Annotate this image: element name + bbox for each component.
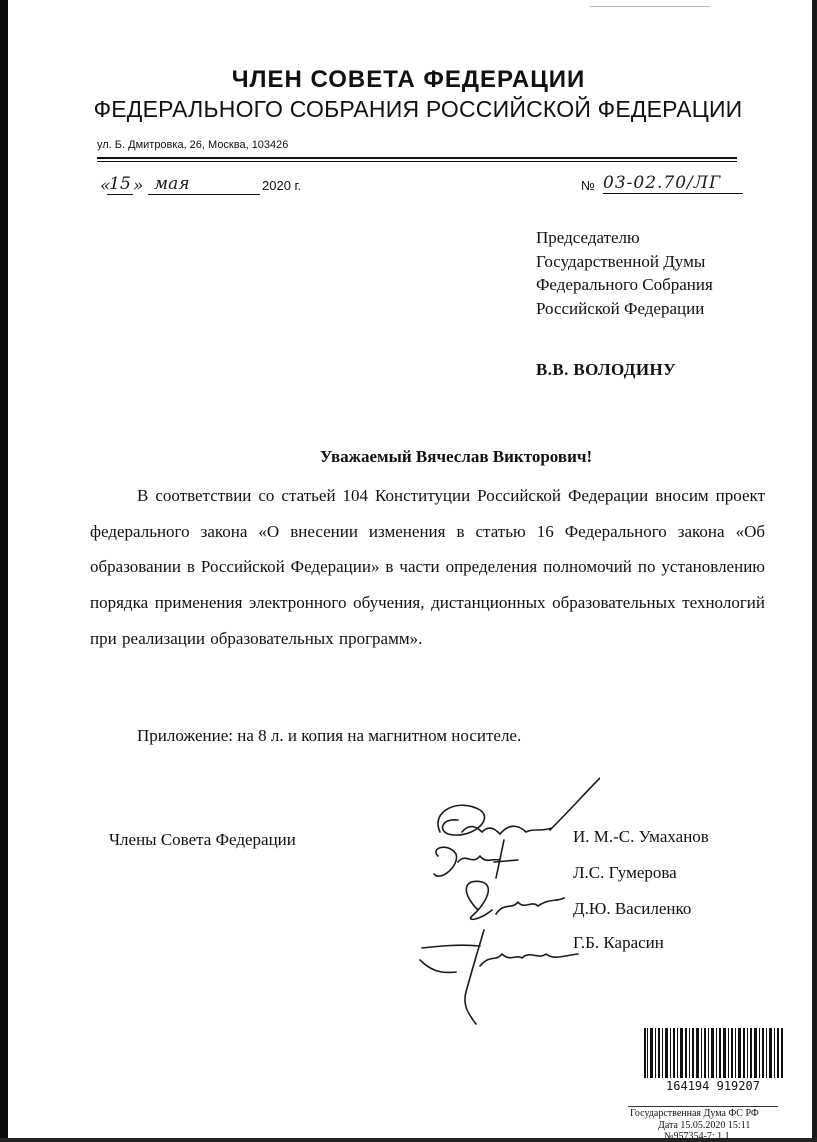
letterhead-subtitle: ФЕДЕРАЛЬНОГО СОБРАНИЯ РОССИЙСКОЙ ФЕДЕРАЦИИ bbox=[93, 96, 743, 122]
stamp-reg-number: №957354-7; 1.1 bbox=[664, 1131, 730, 1142]
signatory-name: Л.С. Гумерова bbox=[573, 863, 677, 882]
letter-body: В соответствии со статьей 104 Конституции Российской Федерации вносим проект федерального закона «О внесении изменения в статью 16 Федерального закона «Об образовании в Российской Федерации» в части определения полномочий по установлению порядка применения электронного обучения, дистанционных образовательных технологий при реализации образовательных программ». bbox=[90, 486, 765, 648]
scan-border-left bbox=[0, 0, 8, 1142]
signatories-label: Члены Совета Федерации bbox=[109, 830, 296, 849]
barcode-number: 164194 919207 bbox=[666, 1079, 760, 1092]
signatory-name: Г.Б. Карасин bbox=[573, 933, 664, 952]
stamp-organization: Государственная Дума ФС РФ bbox=[630, 1108, 759, 1119]
date-close-quote: » bbox=[133, 176, 144, 196]
signatory-name: И. М.-С. Умаханов bbox=[573, 827, 709, 846]
letter-date bbox=[100, 172, 320, 198]
date-day: 15 bbox=[107, 174, 133, 195]
letterhead-rule-thick bbox=[97, 157, 737, 159]
registration-number bbox=[581, 172, 751, 198]
scan-artifact-line bbox=[590, 6, 710, 7]
addressee-line: Председателю bbox=[536, 228, 640, 247]
addressee-line: Российской Федерации bbox=[536, 298, 705, 318]
stamp-divider bbox=[628, 1106, 778, 1107]
registration-number-value: 03-02.70/ЛГ bbox=[603, 173, 743, 194]
addressee-name: В.В. ВОЛОДИНУ bbox=[536, 360, 677, 379]
salutation: Уважаемый Вячеслав Викторович! bbox=[319, 447, 593, 466]
barcode bbox=[642, 1028, 784, 1092]
date-year: 2020 г. bbox=[262, 178, 302, 193]
letterhead-rule-thin bbox=[97, 161, 737, 162]
letterhead-address: ул. Б. Дмитровка, 26, Москва, 103426 bbox=[97, 139, 289, 151]
number-sign: № bbox=[581, 178, 595, 193]
attachment-note: Приложение: на 8 л. и копия на магнитном носителе. bbox=[137, 726, 522, 745]
addressee-line: Федерального Собрания bbox=[536, 275, 713, 294]
stamp-date: Дата 15.05.2020 15:11 bbox=[658, 1120, 751, 1131]
date-month: мая bbox=[148, 174, 260, 195]
signatory-name: Д.Ю. Василенко bbox=[573, 899, 692, 918]
handwritten-signatures bbox=[400, 770, 600, 1030]
addressee-block bbox=[536, 226, 713, 320]
addressee-line: Государственной Думы bbox=[536, 251, 706, 271]
scan-border-right bbox=[812, 0, 817, 1142]
registration-stamp bbox=[600, 1026, 800, 1142]
letterhead-title: ЧЛЕН СОВЕТА ФЕДЕРАЦИИ bbox=[231, 66, 586, 93]
date-open-quote: « bbox=[100, 176, 111, 196]
